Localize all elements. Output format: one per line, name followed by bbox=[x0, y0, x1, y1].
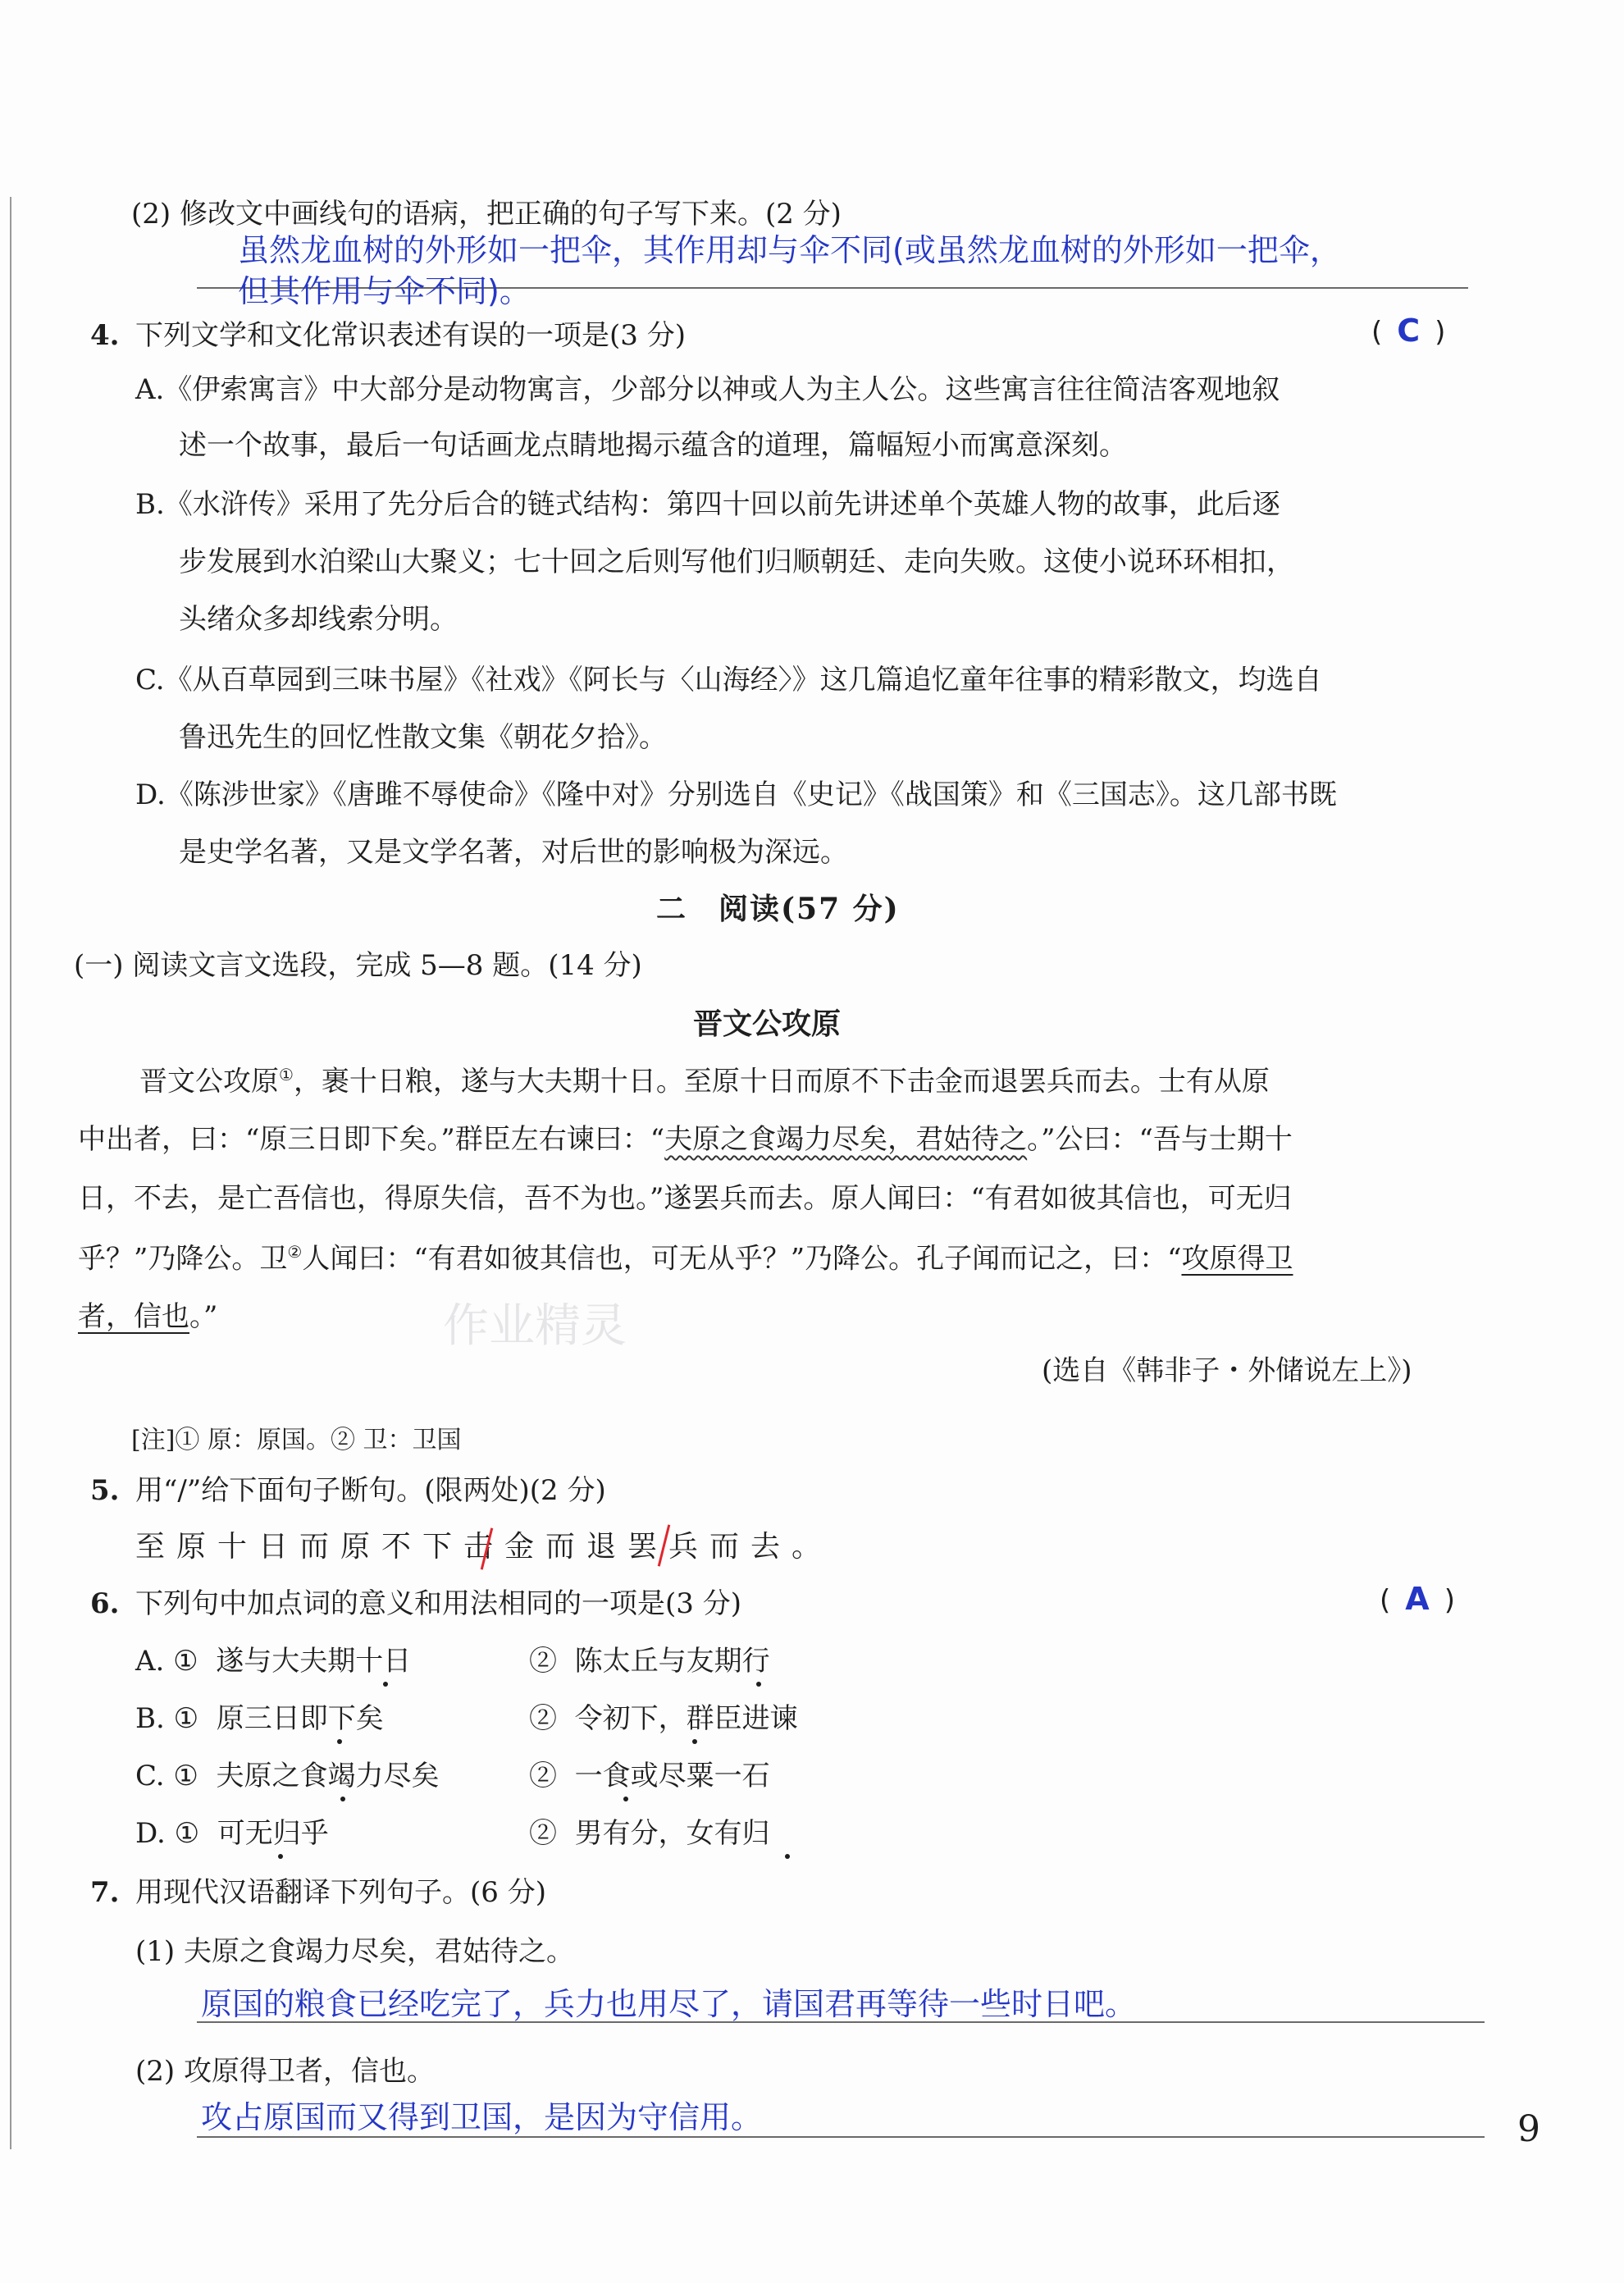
q4-number: 4. bbox=[90, 319, 120, 352]
underlined-sentence-2: 攻原得卫 bbox=[1181, 1242, 1293, 1276]
option-d-left: 可无归乎 bbox=[217, 1817, 329, 1850]
option-c-right-text: 一食或尽粟一石 bbox=[574, 1760, 770, 1792]
watermark: 作业精灵 bbox=[443, 1299, 627, 1353]
passage-line-2 bbox=[78, 1123, 1293, 1156]
option-a-right-text: 陈太丘与友期行 bbox=[574, 1645, 770, 1678]
passage-title: 晋文公攻原 bbox=[693, 1007, 842, 1041]
q5-sentence: 至原十日而原不下击金而退罢兵而去。 bbox=[135, 1530, 833, 1564]
q4-option-d-line2: 是史学名著，又是文学名著，对后世的影响极为深远。 bbox=[179, 836, 848, 869]
q6-option-a-right bbox=[529, 1645, 770, 1678]
q6-option-c-right bbox=[529, 1762, 770, 1790]
q7-number: 7. bbox=[90, 1876, 120, 1909]
margin-rule bbox=[10, 197, 11, 2149]
passage-text: 晋文公攻原 bbox=[139, 1065, 279, 1098]
q6-answer-box: ( A ) bbox=[1380, 1581, 1455, 1617]
q3-2-answer-line2: 但其作用与伞不同)。 bbox=[238, 273, 531, 309]
option-d-right-text: 男有分，女有归 bbox=[574, 1817, 770, 1850]
option-label: A. ① bbox=[135, 1645, 198, 1678]
option-b-right-text: 令初下，群臣进谏 bbox=[574, 1702, 798, 1735]
page-number: 9 bbox=[1517, 2108, 1540, 2150]
answer-rule bbox=[197, 2021, 1485, 2023]
emphasis-dot bbox=[692, 1739, 697, 1744]
q3-2-prompt: (2) 修改文中画线句的语病，把正确的句子写下来。(2 分) bbox=[131, 198, 842, 231]
section-title: 二 阅读(57 分) bbox=[656, 892, 900, 926]
emphasis-dot bbox=[383, 1682, 388, 1687]
emphasis-dot bbox=[623, 1797, 628, 1801]
passage-line-1 bbox=[139, 1065, 1270, 1098]
emphasis-dot bbox=[340, 1797, 345, 1801]
q6-option-b bbox=[135, 1702, 384, 1735]
passage-text: 人闻曰：“有君如彼其信也，可无从乎？”乃降公。孔子闻而记之，曰：“ bbox=[302, 1242, 1182, 1276]
q5-number: 5. bbox=[90, 1474, 120, 1507]
emphasis-dot bbox=[337, 1739, 342, 1744]
passage-text: 。”公曰：“吾与士期十 bbox=[1027, 1123, 1293, 1156]
option-label: C. ① bbox=[135, 1760, 198, 1792]
q7-stem: 用现代汉语翻译下列句子。(6 分) bbox=[135, 1876, 546, 1909]
footnote-mark-1: ① bbox=[279, 1065, 294, 1084]
emphasis-dot bbox=[785, 1854, 790, 1859]
passage-text: 乎？”乃降公。卫 bbox=[78, 1242, 288, 1276]
q5-stem: 用“/”给下面句子断句。(限两处)(2 分) bbox=[135, 1474, 606, 1507]
q6-answer: A bbox=[1405, 1581, 1430, 1617]
q6-option-d-right bbox=[529, 1817, 770, 1850]
q7-answer-2: 攻占原国而又得到卫国，是因为守信用。 bbox=[201, 2099, 763, 2135]
emphasis-dot bbox=[756, 1682, 761, 1687]
passage-line-5 bbox=[78, 1300, 218, 1333]
q4-stem: 下列文学和文化常识表述有误的一项是(3 分) bbox=[135, 319, 686, 352]
part1-instruction: (一) 阅读文言文选段，完成 5—8 题。(14 分) bbox=[74, 949, 642, 982]
option-sub-label: ② bbox=[529, 1645, 557, 1678]
footnote-mark-2: ② bbox=[287, 1242, 303, 1262]
q4-option-c-line2: 鲁迅先生的回忆性散文集《朝花夕拾》。 bbox=[179, 721, 667, 754]
answer-rule bbox=[197, 2136, 1485, 2138]
q6-option-c bbox=[135, 1762, 440, 1790]
passage-source: (选自《韩非子・外储说左上》) bbox=[1042, 1354, 1412, 1387]
q6-option-b-right bbox=[529, 1702, 798, 1735]
option-c-left: 夫原之食竭力尽矣 bbox=[216, 1760, 440, 1792]
passage-text: 。” bbox=[189, 1300, 218, 1333]
q6-stem: 下列句中加点词的意义和用法相同的一项是(3 分) bbox=[135, 1587, 741, 1620]
q7-sentence-2: (2) 攻原得卫者，信也。 bbox=[135, 2055, 435, 2088]
option-sub-label: ② bbox=[529, 1817, 557, 1850]
q6-option-d bbox=[135, 1817, 329, 1850]
q6-option-a bbox=[135, 1645, 412, 1678]
passage-text: 中出者，曰：“原三日即下矣。”群臣左右谏曰：“ bbox=[78, 1123, 665, 1156]
passage-text: ，裹十日粮，遂与大夫期十日。至原十日而原不下击金而退罢兵而去。士有从原 bbox=[293, 1065, 1270, 1098]
option-a-left: 遂与大夫期十日 bbox=[216, 1645, 412, 1678]
q4-option-a-line1: A.《伊索寓言》中大部分是动物寓言，少部分以神或人为主人公。这些寓言往往简洁客观地叙 bbox=[135, 373, 1280, 406]
q7-sentence-1: (1) 夫原之食竭力尽矣，君姑待之。 bbox=[135, 1935, 574, 1968]
q4-answer: C bbox=[1397, 313, 1421, 349]
passage-line-4 bbox=[78, 1242, 1293, 1276]
q4-option-c-line1: C.《从百草园到三味书屋》《社戏》《阿长与〈山海经〉》这几篇追忆童年往事的精彩散文，均选自 bbox=[135, 664, 1322, 696]
q4-option-b-line2: 步发展到水泊梁山大聚义；七十回之后则写他们归顺朝廷、走向失败。这使小说环环相扣， bbox=[179, 546, 1294, 578]
underlined-sentence-1: 夫原之食竭力尽矣，君姑待之 bbox=[664, 1123, 1028, 1156]
q6-number: 6. bbox=[90, 1587, 120, 1620]
option-label: B. ① bbox=[135, 1702, 199, 1735]
option-label: D. ① bbox=[135, 1817, 200, 1850]
option-sub-label: ② bbox=[529, 1702, 557, 1735]
passage-note: [注]① 原：原国。② 卫：卫国 bbox=[131, 1426, 462, 1454]
q4-option-d-line1: D.《陈涉世家》《唐雎不辱使命》《隆中对》分别选自《史记》《战国策》和《三国志》。这几部书既 bbox=[135, 779, 1337, 811]
emphasis-dot bbox=[278, 1854, 283, 1859]
q4-option-b-line3: 头绪众多却线索分明。 bbox=[179, 603, 458, 636]
option-sub-label: ② bbox=[529, 1760, 557, 1792]
option-b-left: 原三日即下矣 bbox=[216, 1702, 384, 1735]
q4-answer-box: ( C ) bbox=[1371, 313, 1446, 349]
q3-2-answer-line1: 虽然龙血树的外形如一把伞，其作用却与伞不同(或虽然龙血树的外形如一把伞， bbox=[238, 232, 1341, 268]
passage-line-3: 日，不去，是亡吾信也，得原失信，吾不为也。”遂罢兵而去。原人闻曰：“有君如彼其信也，可无归 bbox=[78, 1182, 1292, 1215]
underlined-sentence-2-end: 者，信也 bbox=[78, 1300, 189, 1333]
q4-option-a-line2: 述一个故事，最后一句话画龙点睛地揭示蕴含的道理，篇幅短小而寓意深刻。 bbox=[179, 429, 1127, 462]
q4-option-b-line1: B.《水浒传》采用了先分后合的链式结构：第四十回以前先讲述单个英雄人物的故事，此后逐 bbox=[135, 488, 1280, 521]
q7-answer-1: 原国的粮食已经吃完了，兵力也用尽了，请国君再等待一些时日吧。 bbox=[201, 1986, 1137, 2022]
